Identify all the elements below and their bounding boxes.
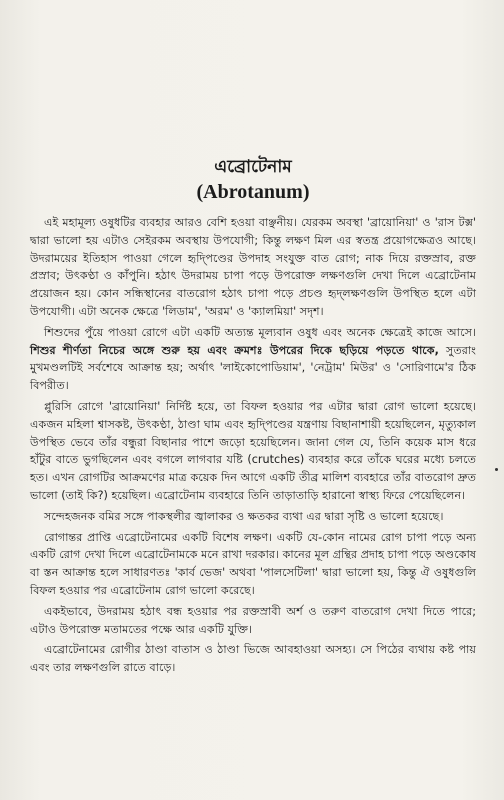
paragraph-text: প্লুরিসি রোগে 'ব্রায়োনিয়া' নির্দিষ্ট হয়ে, তা বিফল হওয়ার পর এটার দ্বারা রোগ ভালো হয়েছে। একজন মহিলা শ্বাসকষ্ট, উৎকণ্ঠা, ঠাণ্ডা ঘাম এবং হৃদ্পিণ্ডের যন্ত্রণায় বিছানাশায়ী হয়েছিলেন, মৃত্যুকাল উপস্থিত ভেবে তাঁর বন্ধুরা বিছানার পাশে জড়ো হয়েছিলেন। জানা গেল যে, তিনি কয়েক মাস ধরে হাঁটুর বাতে ভুগছিলেন এবং বগলে লাগবার যষ্টি (crutches) ব্যবহার করে তাঁকে ঘরের মধ্যে চলতে হত। এখন রোগটির আক্রমণের মাত্র কয়েক দিন আগে একটি তীব্র মালিশ ব্যবহারে তাঁর বাতরোগ দ্রুত ভালো (তাই কি?) হয়েছিল। এব্রোটেনাম ব্যবহারে তিনি তাড়াতাড়ি হারানো স্বাস্থ্য ফিরে পেয়েছিলেন। bbox=[30, 399, 476, 502]
paragraph-text: একইভাবে, উদরাময় হঠাৎ বন্ধ হওয়ার পর রক্তস্রাবী অর্শ ও তরুণ বাতরোগ দেখা দিতে পারে; এটাও উপরোক্ত মতামতের পক্ষে আর একটি যুক্তি। bbox=[30, 604, 476, 636]
margin-dot bbox=[495, 468, 498, 471]
paragraph-5 bbox=[30, 529, 476, 600]
paragraph-text-tail: সুতরাং মুখমণ্ডলটিই সর্বশেষে আক্রান্ত হয়; অর্থাৎ 'লাইকোপোডিয়াম', 'নেট্রাম' মিউর' ও 'সোরিণামে'র ঠিক বিপরীত। bbox=[30, 343, 477, 393]
paragraph-text: এই মহামূল্য ওষুধটির ব্যবহার আরও বেশি হওয়া বাঞ্ছনীয়। যেরকম অবস্থা 'ব্রায়োনিয়া' ও 'রাস টক্স' দ্বারা ভালো হয় এটাও সেইরকম অবস্থায় উপযোগী; কিন্তু লক্ষণ মিল এর স্বতন্ত্র প্রয়োগক্ষেত্রও আছে। উদরাময়ের ইতিহাস পাওয়া গেলে হৃদ্পিণ্ডের উপদাহ সংযুক্ত বাত রোগ; নাক দিয়ে রক্তস্রাব, রক্ত প্রস্রাব; উৎকণ্ঠা ও কাঁপুনি। হঠাৎ উদরাময় চাপা পড়ে উপরোক্ত লক্ষণগুলি দেখা দিলে এব্রোটেনাম প্রয়োজন হয়। কোন সন্ধিস্থানের বাতরোগ হঠাৎ চাপা পড়ে প্রচণ্ড হৃদ্লক্ষণগুলি উপস্থিত হলে এটা উপযোগী। এটা অনেক ক্ষেত্রে 'লিডাম', 'অরম' ও 'ক্যালমিয়া' সদৃশ। bbox=[30, 216, 476, 318]
remedy-title-bengali: এব্রোটেনাম bbox=[214, 157, 292, 177]
paragraph-4 bbox=[30, 508, 476, 526]
paragraph-3 bbox=[30, 398, 476, 505]
paragraph-6 bbox=[30, 603, 476, 639]
paragraph-text: এব্রোটেনামের রোগীর ঠাণ্ডা বাতাস ও ঠাণ্ডা ভিজে আবহাওয়া অসহ্য। সে পিঠের ব্যথায় কষ্ট পায় এবং তার লক্ষণগুলি রাতে বাড়ে। bbox=[30, 643, 476, 675]
remedy-title-latin: (Abrotanum) bbox=[196, 181, 310, 203]
paragraph-text: সন্দেহজনক বমির সঙ্গে পাকস্থলীর জ্বালাকর ও ক্ষতকর ব্যথা এর দ্বারা সৃষ্টি ও ভালো হয়েছে। bbox=[44, 509, 444, 523]
paragraph-2 bbox=[30, 324, 476, 395]
paragraph-text: রোগান্তর প্রাপ্তি এব্রোটেনামের একটি বিশেষ লক্ষণ। একটি যে-কোন নামের রোগ চাপা পড়ে অন্য একটি রোগ দেখা দিলে এব্রোটেনামকে মনে রাখা দরকার। কানের মূল গ্রন্থির প্রদাহ চাপা পড়ে অণ্ডকোষ বা স্তন আক্রান্ত হলে সাধারণতঃ 'কার্ব ভেজ' অথবা 'পালসেটিলা' দ্বারা ভালো হয়, কিন্তু ঐ ওষুধগুলি বিফল হওয়ার পর এব্রোটেনাম রোগ ভালো করেছে। bbox=[30, 530, 476, 597]
paragraph-1 bbox=[30, 214, 476, 321]
paragraph-bold-text: শিশুর শীর্ণতা নিচের অঙ্গে শুরু হয় এবং ক্রমশঃ উপরের দিকে ছড়িয়ে পড়তে থাকে, bbox=[30, 343, 439, 357]
paragraph-text: শিশুদের পুঁয়ে পাওয়া রোগে এটা একটি অত্যন্ত মূল্যবান ওষুধ এবং অনেক ক্ষেত্রেই কাজে আসে। bbox=[44, 325, 476, 339]
paragraph-7 bbox=[30, 641, 476, 677]
